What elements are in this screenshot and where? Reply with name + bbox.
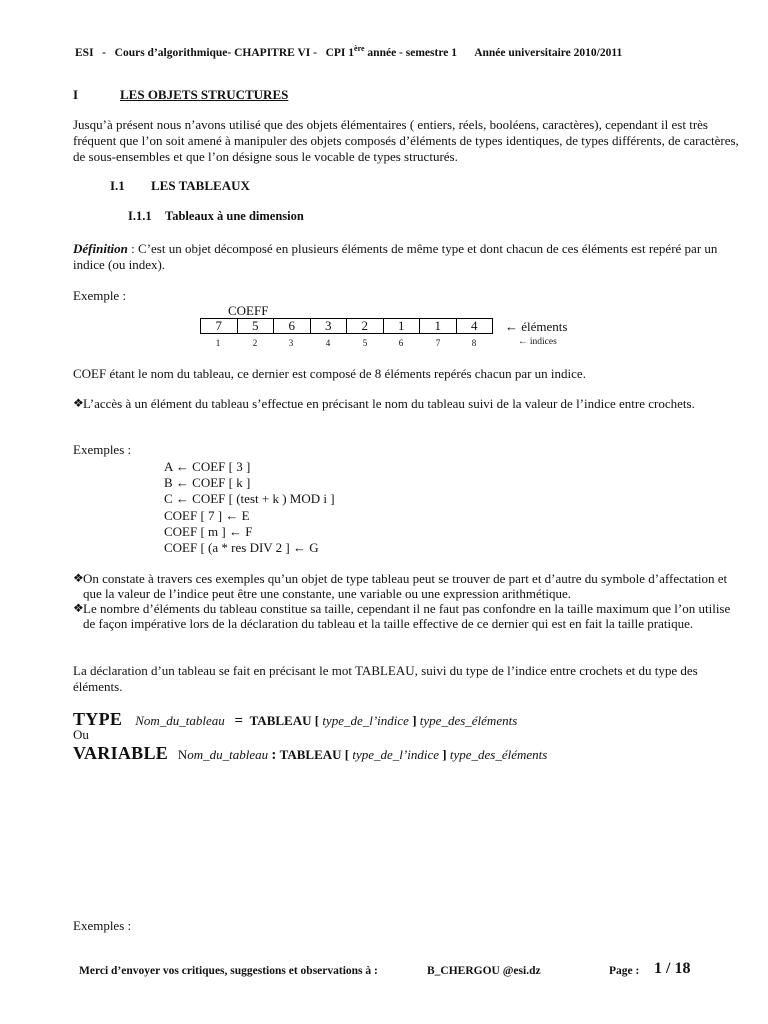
example-line: COEF [ 7 ] ← E <box>164 508 250 523</box>
array-name: COEFF <box>228 303 269 318</box>
examples-bottom-label: Exemples : <box>73 918 132 933</box>
ou-label: Ou <box>73 727 89 742</box>
example-label: Exemple : <box>73 288 127 303</box>
variable-close: ] <box>442 747 447 762</box>
array-index: 2 <box>252 338 258 348</box>
type-close: ] <box>412 713 417 728</box>
variable-operator: : <box>271 747 277 763</box>
array-table <box>200 318 493 334</box>
bullet-icon: ❖ <box>73 601 84 615</box>
array-index: 3 <box>288 338 294 348</box>
footer-page-number: 1 / 18 <box>654 960 691 977</box>
array-index: 8 <box>471 338 477 348</box>
footer-author: B_CHERGOU @esi.dz <box>427 965 541 977</box>
elements-label: ← éléments <box>505 319 568 334</box>
intro-paragraph: Jusqu’à présent nous n’avons utilisé que des objets élémentaires ( entiers, réels, booléens, caractères), cependant il est très fréquent que l’on soit amené à manipuler des objets composés d’éléments de types identiques, de types différents, de caractères, de sous-ensembles et que l’on désigne sous le vocable de types structurés. <box>73 117 739 164</box>
type-operator: = <box>234 713 244 729</box>
type-index: type_de_l’indice <box>322 713 409 728</box>
header-cpi-rest: année - semestre 1 <box>364 46 457 59</box>
footer-page-label: Page : <box>609 965 640 977</box>
array-cell: 4 <box>456 319 493 334</box>
type-keyword: TYPE <box>73 709 123 729</box>
array-cell: 7 <box>201 319 238 334</box>
section-number: I <box>73 87 79 102</box>
bullet-taille: Le nombre d’éléments du tableau constitue sa taille, cependant il ne faut pas confondre en la taille maximum que l’on utilise de façon impérative lors de la déclaration du tableau et la taille effective de ce dernier qui est en fait la taille pratique. <box>83 601 731 631</box>
array-index: 5 <box>362 338 368 348</box>
header-year: Année universitaire 2010/2011 <box>474 46 623 59</box>
definition-paragraph <box>73 241 743 273</box>
bullet-icon: ❖ <box>73 571 84 585</box>
definition-text: : C’est un objet décomposé en plusieurs éléments de même type et dont chacun de ces éléments est repéré par un indice (ou index). <box>73 241 718 272</box>
indices-label: ← indices <box>518 337 557 347</box>
array-cell: 5 <box>237 319 274 334</box>
array-cell: 1 <box>420 319 457 334</box>
type-tableau: TABLEAU [ <box>249 713 320 728</box>
subsubsection-title: Tableaux à une dimension <box>165 209 304 223</box>
variable-keyword: VARIABLE <box>73 743 169 763</box>
array-cell: 1 <box>383 319 420 334</box>
header-cpi: CPI 1 <box>325 46 355 59</box>
example-line: A ← COEF [ 3 ] <box>164 459 251 474</box>
declaration-description: La déclaration d’un tableau se fait en précisant le mot TABLEAU, suivi du type de l’indice entre crochets et du type des éléments. <box>73 663 698 694</box>
array-index: 6 <box>398 338 404 348</box>
array-index: 4 <box>325 338 331 348</box>
subsubsection-number: I.1.1 <box>128 209 152 223</box>
examples-label: Exemples : <box>73 442 132 457</box>
header-cpi-sup: ère <box>354 44 365 53</box>
bullet-icon: ❖ <box>73 396 84 410</box>
example-line: B ← COEF [ k ] <box>164 475 251 490</box>
array-cell: 6 <box>274 319 311 334</box>
header-cours: Cours d’algorithmique- CHAPITRE VI - <box>114 46 317 59</box>
variable-tableau: TABLEAU [ <box>279 747 350 762</box>
subsection-title: LES TABLEAUX <box>151 178 250 193</box>
variable-syntax <box>73 743 547 764</box>
example-line: COEF [ (a * res DIV 2 ] ← G <box>164 540 319 555</box>
header-dash: - <box>102 46 107 59</box>
bullet-constate: On constate à travers ces exemples qu’un objet de type tableau peut se trouver de part et d’autre du symbole d’affectation et que la valeur de l’indice peut être une constante, une variable ou une expression arithmétique. <box>83 571 728 601</box>
coef-description: COEF étant le nom du tableau, ce dernier est composé de 8 éléments repérés chacun par un indice. <box>73 366 586 381</box>
section-title: LES OBJETS STRUCTURES <box>120 87 289 102</box>
array-cell: 2 <box>347 319 384 334</box>
type-syntax <box>73 709 517 730</box>
bullet-access: L’accès à un élément du tableau s’effectue en précisant le nom du tableau suivi de la valeur de l’indice entre crochets. <box>83 396 695 411</box>
variable-name-first: N <box>177 747 188 762</box>
example-line: COEF [ m ] ← F <box>164 524 253 539</box>
array-row <box>201 319 493 334</box>
type-name: Nom_du_tableau <box>135 713 225 728</box>
example-line: C ← COEF [ (test + k ) MOD i ] <box>164 491 335 506</box>
definition-label: Définition <box>73 241 128 256</box>
array-index: 1 <box>215 338 221 348</box>
type-elements: type_des_éléments <box>419 713 518 728</box>
array-cell: 3 <box>310 319 347 334</box>
page-header <box>75 44 622 59</box>
header-esi: ESI <box>75 46 94 59</box>
variable-name-rest: om_du_tableau <box>187 747 269 762</box>
footer-note: Merci d’envoyer vos critiques, suggestions et observations à : <box>79 965 378 977</box>
variable-elements: type_des_éléments <box>449 747 548 762</box>
variable-index: type_de_l’indice <box>352 747 439 762</box>
array-index: 7 <box>435 338 441 348</box>
subsection-number: I.1 <box>110 178 125 193</box>
